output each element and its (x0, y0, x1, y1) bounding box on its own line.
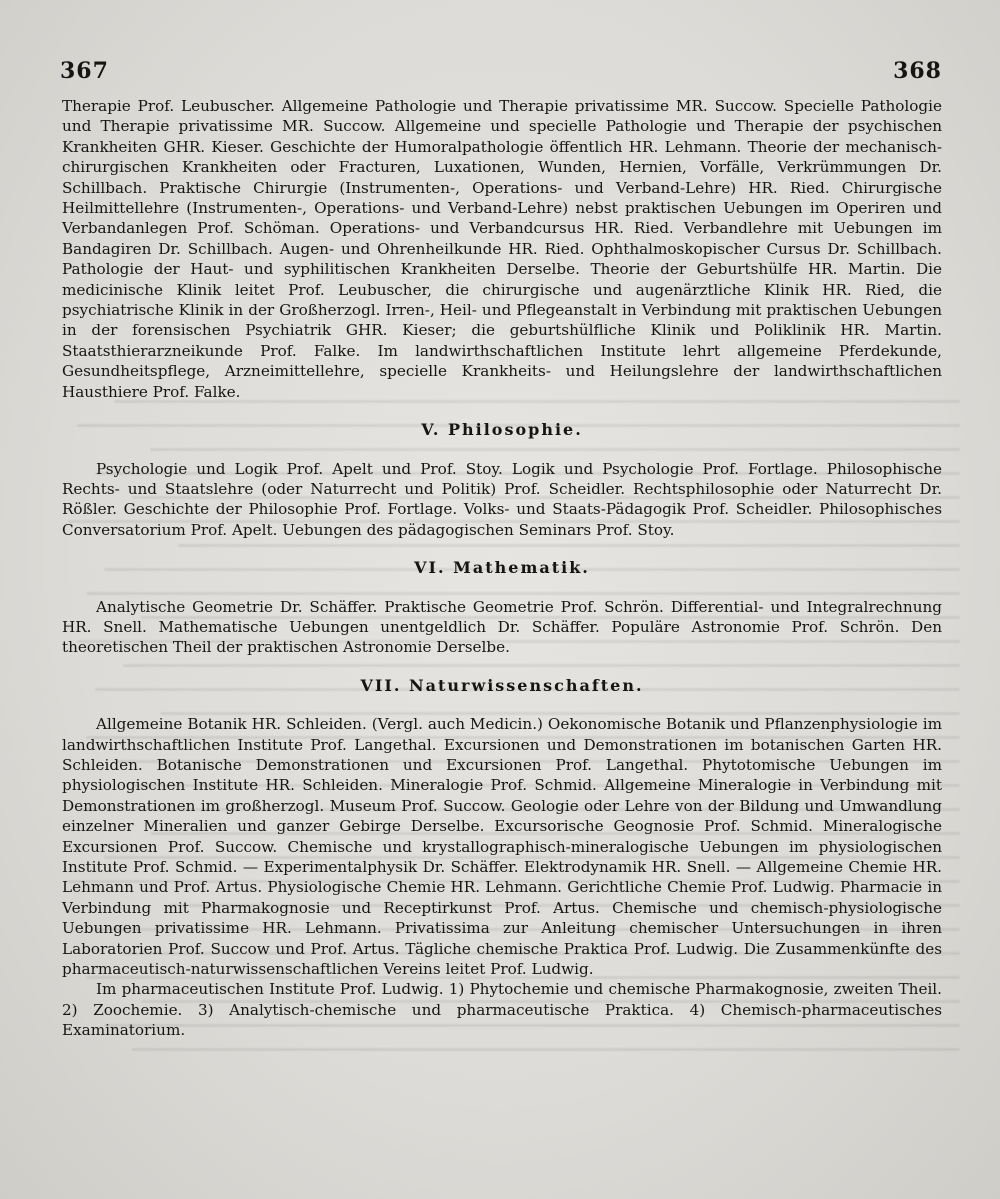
mathematics-paragraph: Analytische Geometrie Dr. Schäffer. Praktische Geometrie Prof. Schrön. Differential- und Integralrechnung HR. Snell. Mathematische Uebungen unentgeldlich Dr. Schäffer. Populäre Astronomie Prof. Schrön. Den theoretischen Theil der praktischen Astronomie Derselbe. (62, 597, 942, 657)
page-body (62, 96, 942, 1041)
page-number-left: 367 (60, 58, 109, 84)
section-heading-mathematics: VI. Mathematik. (414, 558, 590, 578)
philosophy-paragraph: Psychologie und Logik Prof. Apelt und Prof. Stoy. Logik und Psychologie Prof. Fortlage. Philosophische Rechts- und Staatslehre (oder Naturrecht und Politik) Prof. Scheidler. Rechtsphilosophie oder Naturrecht Dr. Rößler. Geschichte der Philosophie Prof. Fortlage. Volks- und Staats-Pädagogik Prof. Scheidler. Philosophisches Conversatorium Prof. Apelt. Uebungen des pädagogischen Seminars Prof. Stoy. (62, 459, 942, 539)
natural-sciences-paragraph: Allgemeine Botanik HR. Schleiden. (Vergl. auch Medicin.) Oekonomische Botanik und Pflanzenphysiologie im landwirthschaftlichen Institute Prof. Langethal. Excursionen und Demonstrationen im botanischen Garten HR. Schleiden. Botanische Demonstrationen und Excursionen Prof. Langethal. Phytotomische Uebungen im physiologischen Institute HR. Schleiden. Mineralogie Prof. Schmid. Allgemeine Mineralogie in Verbindung mit Demonstrationen im großherzogl. Museum Prof. Succow. Geologie oder Lehre von der Bildung und Umwandlung einzelner Mineralien und ganzer Gebirge Derselbe. Excursorische Geognosie Prof. Schmid. Mineralogische Excursionen Prof. Succow. Chemische und krystallographisch-mineralogische Uebungen im physiologischen Institute Prof. Schmid. — Experimentalphysik Dr. Schäffer. Elektrodynamik HR. Snell. — Allgemeine Chemie HR. Lehmann und Prof. Artus. Physiologische Chemie HR. Lehmann. Gerichtliche Chemie Prof. Ludwig. Pharmacie in Verbindung mit Pharmakognosie und Receptirkunst Prof. Artus. Chemische und chemisch-physiologische Uebungen privatissime HR. Lehmann. Privatissima zur Anleitung chemischer Untersuchungen in ihren Laboratorien Prof. Succow und Prof. Artus. Tägliche chemische Praktica Prof. Ludwig. Die Zusammenkünfte des pharmaceutisch-naturwissenschaftlichen Vereins leitet Prof. Ludwig. (62, 715, 942, 979)
page-number-right: 368 (893, 58, 942, 84)
section-heading-philosophy: V. Philosophie. (421, 420, 583, 440)
pharmaceutical-institute-paragraph: Im pharmaceutischen Institute Prof. Ludwig. 1) Phytochemie und chemische Pharmakognosie, zweiten Theil. 2) Zoochemie. 3) Analytisch-chemische und pharmaceutische Praktica. 4) Chemisch-pharmaceutisches Examinatorium. (62, 980, 942, 1040)
medicine-paragraph: Therapie Prof. Leubuscher. Allgemeine Pathologie und Therapie privatissime MR. Succow. Specielle Pathologie und Therapie privatissime MR. Succow. Allgemeine und specielle Pathologie und Therapie der psychischen Krankheiten GHR. Kieser. Geschichte der Humoralpathologie öffentlich HR. Lehmann. Theorie der mechanisch-chirurgischen Krankheiten oder Fracturen, Luxationen, Wunden, Hernien, Vorfälle, Verkrümmungen Dr. Schillbach. Praktische Chirurgie (Instrumenten-, Operations- und Verband-Lehre) HR. Ried. Chirurgische Heilmittellehre (Instrumenten-, Operations- und Verband-Lehre) nebst praktischen Uebungen im Operiren und Verbandanlegen Prof. Schöman. Operations- und Verbandcursus HR. Ried. Verbandlehre mit Uebungen im Bandagiren Dr. Schillbach. Augen- und Ohrenheilkunde HR. Ried. Ophthalmoskopischer Cursus Dr. Schillbach. Pathologie der Haut- und syphilitischen Krankheiten Derselbe. Theorie der Geburtshülfe HR. Martin. Die medicinische Klinik leitet Prof. Leubuscher, die chirurgische und augenärztliche Klinik HR. Ried, die psychiatrische Klinik in der Großherzogl. Irren-, Heil- und Pflegeanstalt in Verbindung mit praktischen Uebungen in der forensischen Psychiatrik GHR. Kieser; die geburtshülfliche Klinik und Poliklinik HR. Martin. Staatsthierarzneikunde Prof. Falke. Im landwirthschaftlichen Institute lehrt allgemeine Pferdekunde, Gesundheitspflege, Arzneimittellehre, specielle Krankheits- und Heilungslehre der landwirthschaftlichen Hausthiere Prof. Falke. (62, 97, 942, 401)
section-heading-natural-sciences: VII. Naturwissenschaften. (360, 675, 644, 695)
